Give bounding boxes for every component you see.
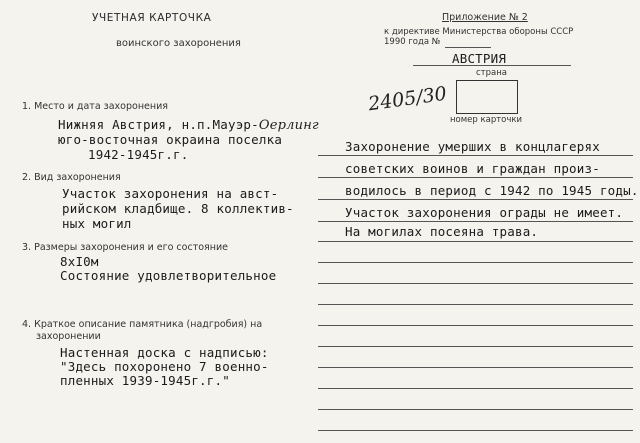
- section-3-label: 3. Размеры захоронения и его состояние: [22, 242, 228, 253]
- section-1-label: 1. Место и дата захоронения: [22, 101, 168, 112]
- card-number-label: номер карточки: [450, 115, 523, 125]
- section-1-line-3: 1942-1945г.г.: [88, 147, 189, 162]
- card-subtitle: воинского захоронения: [116, 38, 241, 49]
- handwritten-village-name: Оерлинг: [258, 118, 319, 133]
- card-title: УЧЕТНАЯ КАРТОЧКА: [92, 12, 212, 24]
- section-4-line-1: Настенная доска с надписью:: [60, 345, 269, 360]
- country-value: АВСТРИЯ: [452, 51, 507, 66]
- note-line-2: советских воинов и граждан произ-: [345, 161, 600, 176]
- section-2-line-1: Участок захоронения на авст-: [62, 186, 279, 201]
- section-2-label: 2. Вид захоронения: [22, 172, 121, 183]
- note-line-5: На могилах посеяна трава.: [345, 224, 539, 239]
- card-number-box: [456, 80, 518, 114]
- section-3-line-1: 8xI0м: [60, 254, 99, 269]
- section-3-line-2: Состояние удовлетворительное: [60, 268, 277, 283]
- section-4-line-3: пленных 1939-1945г.г.": [60, 373, 230, 388]
- section-2-line-3: ных могил: [62, 216, 132, 231]
- country-line: [413, 65, 571, 66]
- note-line-1: Захоронение умерших в концлагерях: [345, 139, 600, 154]
- section-1-line-1: Нижняя Австрия, н.п.Мауэр-Оерлинг: [58, 117, 319, 133]
- note-line-4: Участок захоронения ограды не имеет.: [345, 205, 624, 220]
- directive-number-line: [445, 47, 491, 48]
- directive-line: к директиве Министерства обороны СССР: [384, 27, 574, 37]
- section-4-label: 4. Краткое описание памятника (надгробия) на: [22, 319, 263, 330]
- note-line-3: водилось в период с 1942 по 1945 годы.: [345, 183, 639, 198]
- section-4-label-cont: захоронении: [36, 331, 101, 342]
- directive-year: 1990 года №: [384, 37, 441, 47]
- section-4-line-2: "Здесь похоронено 7 военно-: [60, 359, 269, 374]
- appendix-label: Приложение № 2: [442, 12, 528, 23]
- handwritten-card-number: 2405/30: [366, 82, 449, 116]
- section-1-line-2: юго-восточная окраина поселка: [58, 132, 283, 147]
- country-label: страна: [476, 68, 507, 78]
- section-2-line-2: рийском кладбище. 8 коллектив-: [62, 201, 294, 216]
